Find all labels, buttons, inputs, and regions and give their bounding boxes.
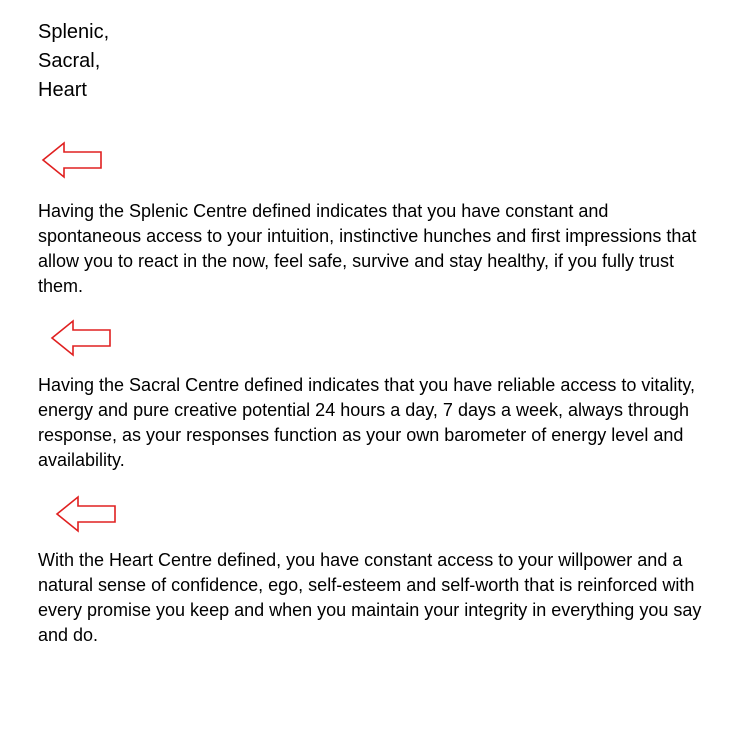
left-arrow-icon (49, 318, 113, 358)
left-arrow-icon (54, 494, 118, 534)
left-arrow-icon (40, 140, 104, 180)
defined-centres-list (38, 18, 109, 105)
centre-heart-label: Heart (38, 79, 87, 101)
sacral-centre-paragraph: Having the Sacral Centre defined indicates that you have reliable access to vitality, energy and pure creative potential 24 hours a day, 7 days a week, always through response, as your responses function as your own barometer of energy level and availability. (38, 375, 696, 470)
splenic-centre-paragraph: Having the Splenic Centre defined indicates that you have constant and spontaneous access to your intuition, instinctive hunches and first impressions that allow you to react in the now, feel safe, survive and stay healthy, if you fully trust them. (38, 201, 697, 296)
centre-splenic-label: Splenic, (38, 21, 110, 43)
centre-sacral-label: Sacral, (38, 50, 101, 72)
heart-centre-paragraph: With the Heart Centre defined, you have constant access to your willpower and a natural sense of confidence, ego, self-esteem and self-worth that is reinforced with every promise you keep and when you maintain your integrity in everything you say and do. (38, 550, 702, 645)
